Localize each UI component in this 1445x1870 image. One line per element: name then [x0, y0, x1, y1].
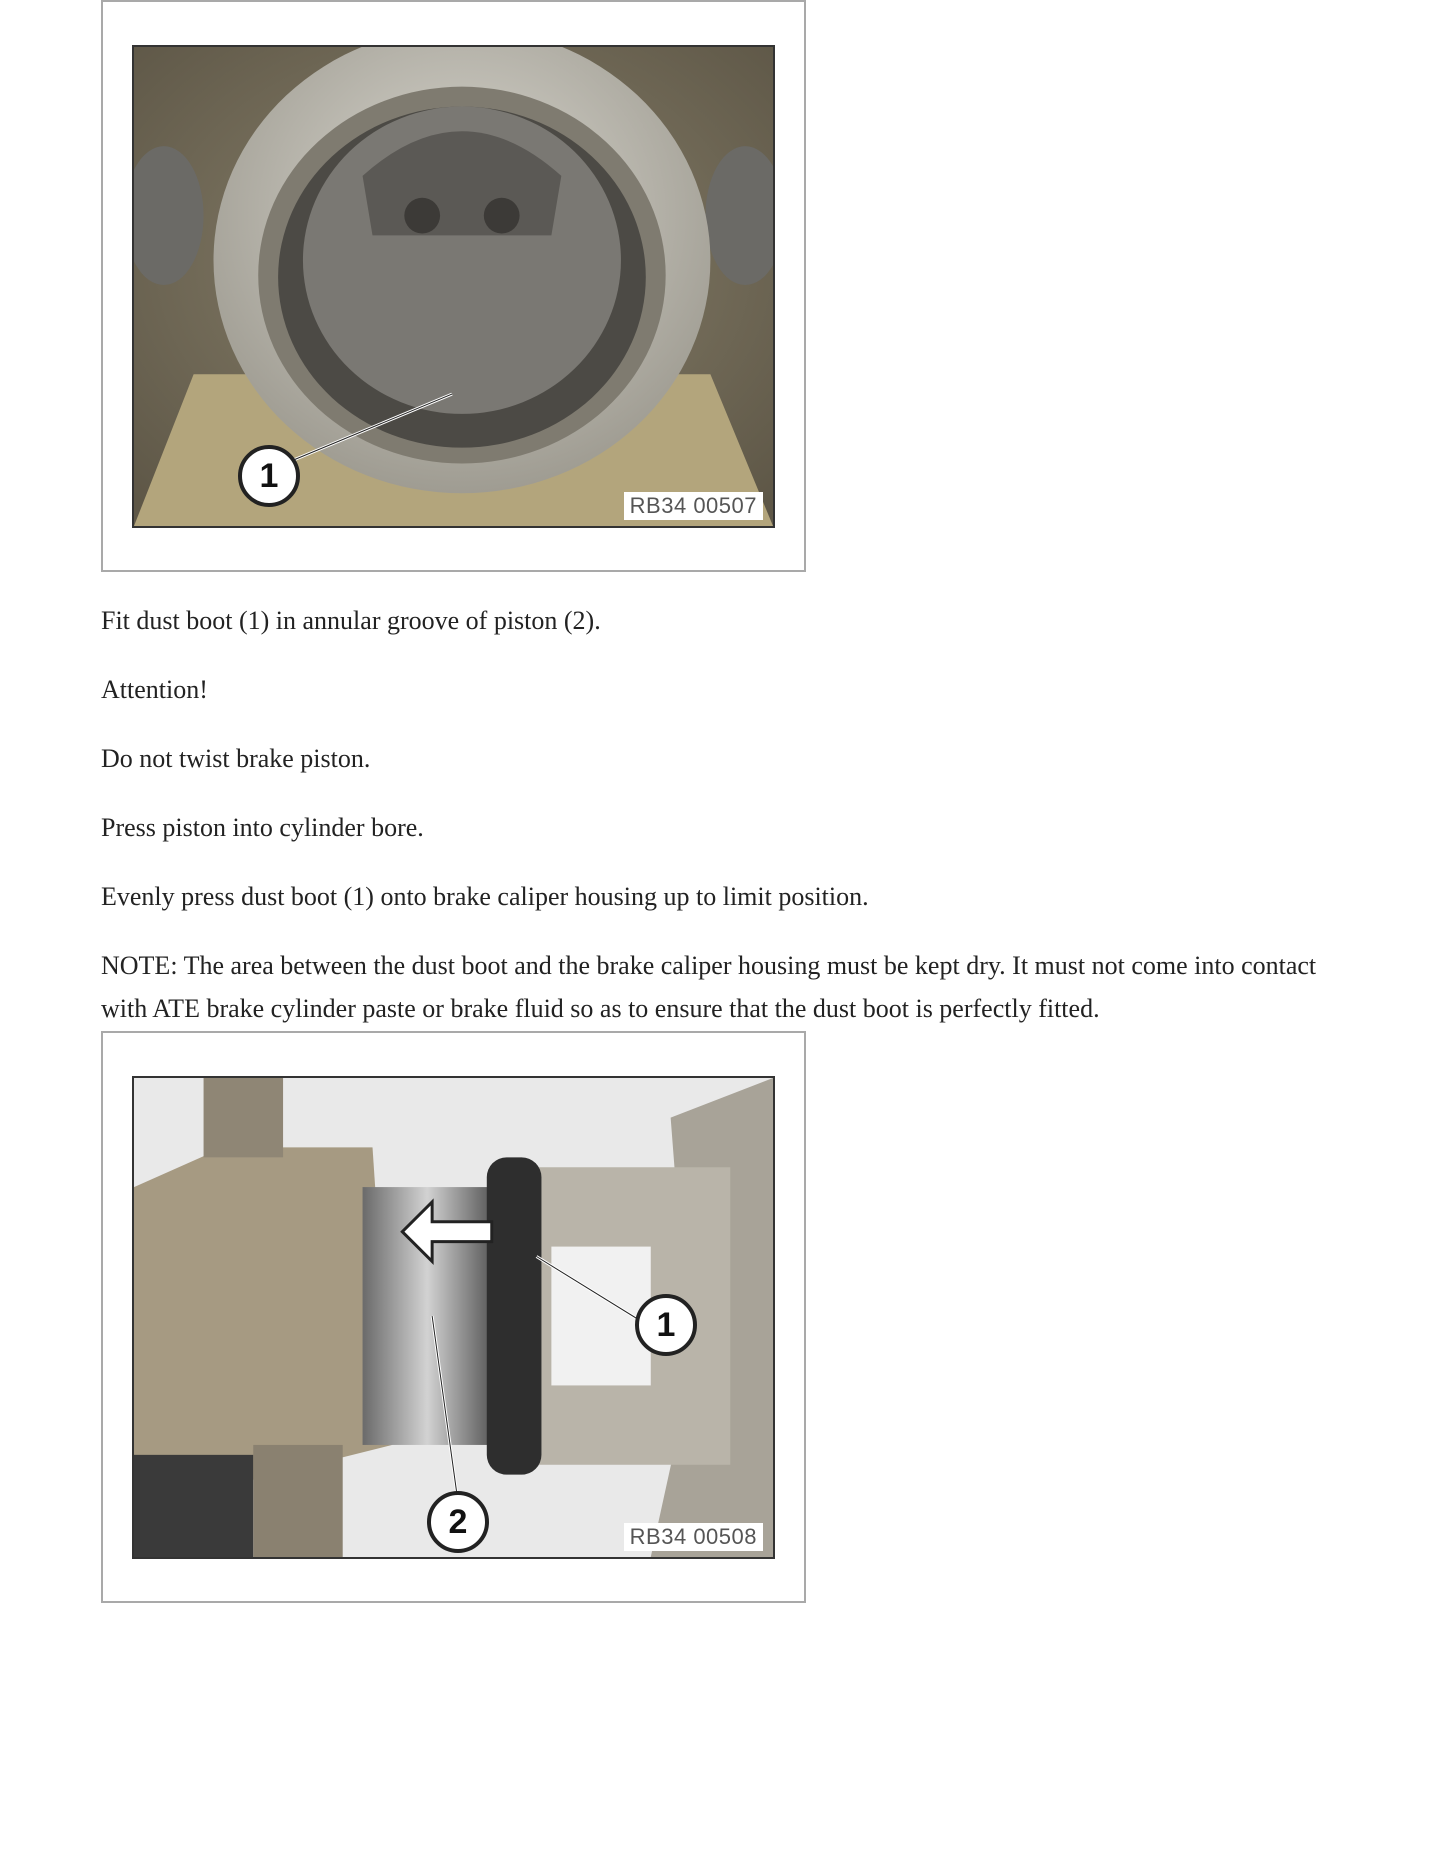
figure-code: RB34 00508: [624, 1523, 763, 1551]
figure-press-dust-boot: [101, 1031, 806, 1603]
attention-heading: Attention!: [101, 675, 208, 704]
figure-code: RB34 00507: [624, 492, 763, 520]
figure-dust-boot-groove: [101, 0, 806, 572]
photo-caliper-side: [132, 1076, 775, 1559]
instruction-press-piston: Press piston into cylinder bore.: [101, 813, 424, 842]
instruction-press-dust-boot: Evenly press dust boot (1) onto brake caliper housing up to limit position.: [101, 882, 869, 911]
photo-piston-in-caliper: [132, 45, 775, 528]
callout-1: 1: [635, 1294, 697, 1356]
warning-no-twist: Do not twist brake piston.: [101, 744, 371, 773]
callout-2: 2: [427, 1491, 489, 1553]
piston-bore-photo: [134, 47, 773, 526]
instruction-fit-dust-boot: Fit dust boot (1) in annular groove of piston (2).: [101, 606, 601, 635]
callout-1: 1: [238, 445, 300, 507]
note-keep-dry: NOTE: The area between the dust boot and the brake caliper housing must be kept dry. It must not come into contact with ATE brake cylinder paste or brake fluid so as to ensure that the dust boot is perfectly fitted.: [101, 951, 1317, 1023]
